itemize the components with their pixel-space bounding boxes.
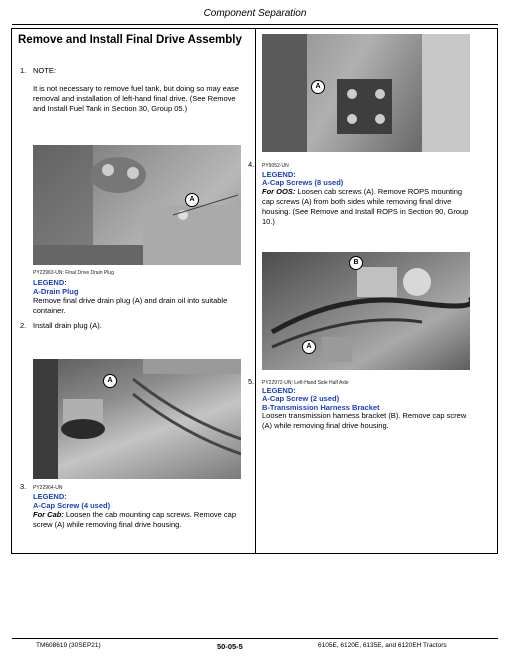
legend-3-lead: For Cab: — [33, 510, 64, 519]
harness-bracket-photo — [262, 252, 470, 370]
legend-5-item-1: A-Cap Screw (2 used) — [262, 394, 340, 403]
legend-1-label: LEGEND: — [33, 278, 67, 287]
step-4-caption: PY9052-UN — [262, 163, 289, 169]
footer-models: 6105E, 6120E, 6135E, and 6120EH Tractors — [318, 642, 447, 649]
step-5-caption: PY22972-UN: Left-Hand Side Half Axle — [262, 380, 349, 386]
footer-rule — [12, 638, 498, 639]
column-divider — [255, 29, 256, 553]
footer-doc-id: TM608619 (30SEP21) — [36, 642, 101, 649]
legend-5-label: LEGEND: — [262, 386, 296, 395]
harness-bracket-photo-art — [262, 252, 470, 370]
legend-4-body: Loosen cab screws (A). Remove ROPS mounting cap screws (A) from both sides while removing final drive housing. (See Remove and Install ROPS in Section 90, Group 10.) — [262, 187, 469, 226]
footer-page-number: 50-05-5 — [217, 642, 243, 651]
step-1-note-text: It is not necessary to remove fuel tank, but doing so may ease removal and installation of left-hand final drive. (See Remove and Install Fuel Tank in Section 30, Group 05.) — [33, 84, 239, 113]
legend-4-item: A-Cap Screws (8 used) — [262, 178, 344, 187]
step-1-note-label: NOTE: — [33, 66, 56, 75]
page-title: Remove and Install Final Drive Assembly — [18, 34, 242, 46]
legend-3-item: A-Cap Screw (4 used) — [33, 501, 111, 510]
step-1-number: 1. — [20, 66, 27, 75]
callout-a: A — [185, 193, 199, 207]
callout-a: A — [103, 374, 117, 388]
rops-screws-photo — [262, 34, 470, 152]
legend-1-item: A-Drain Plug — [33, 287, 79, 296]
step-3-number: 3. — [20, 482, 27, 491]
step-3-caption: PY22964-UN — [33, 485, 63, 491]
callout-a: A — [302, 340, 316, 354]
step-4-number: 4. — [248, 160, 255, 169]
rops-screws-photo-art — [262, 34, 470, 152]
legend-4-text — [262, 187, 472, 227]
step-5-number: 5. — [248, 377, 255, 386]
legend-3-body: Loosen the cab mounting cap screws. Remove cap screw (A) while removing final drive housing. — [33, 510, 237, 529]
legend-5-text: Loosen transmission harness bracket (B). Remove cap screw (A) while removing final drive housing. — [262, 411, 467, 430]
cab-screw-photo — [33, 359, 241, 479]
drain-plug-photo-art — [33, 145, 241, 265]
step-2-text: Install drain plug (A). — [33, 321, 102, 330]
legend-1-text: Remove final drive drain plug (A) and drain oil into suitable container. — [33, 296, 228, 315]
legend-4-label: LEGEND: — [262, 170, 296, 179]
callout-b: B — [349, 256, 363, 270]
callout-a: A — [311, 80, 325, 94]
cab-screw-photo-art — [33, 359, 241, 479]
legend-5-item-2: B-Transmission Harness Bracket — [262, 403, 380, 412]
section-header: Component Separation — [203, 8, 307, 19]
drain-plug-photo — [33, 145, 241, 265]
figure-1-caption: PY22963-UN: Final Drive Drain Plug — [33, 270, 114, 276]
header-rule — [12, 24, 498, 25]
legend-4-lead: For OOS: — [262, 187, 296, 196]
step-2-number: 2. — [20, 321, 27, 330]
legend-3-label: LEGEND: — [33, 492, 67, 501]
legend-3-text — [33, 510, 243, 530]
